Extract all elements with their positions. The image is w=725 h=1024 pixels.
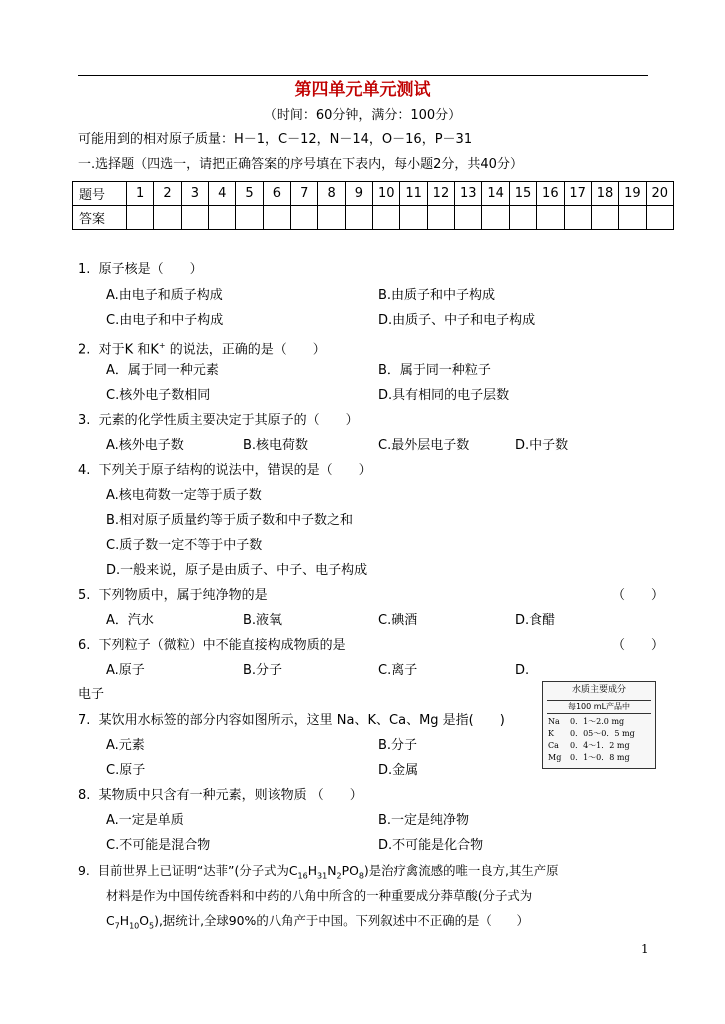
answer-cell[interactable] xyxy=(427,206,454,230)
option-c: C.最外层电子数 xyxy=(378,438,470,453)
q9-text: O xyxy=(139,913,150,928)
table-row-answers xyxy=(73,206,674,230)
question-number: 9. xyxy=(78,863,90,878)
option-d: D.金属 xyxy=(378,763,419,778)
atomic-masses-line: 可能用到的相对原子质量：H－1，C－12，N－14，O－16，P－31 xyxy=(78,132,473,147)
option-d: D.具有相同的电子层数 xyxy=(378,388,510,403)
element-symbol: Ca xyxy=(548,741,559,750)
question-stem: 下列关于原子结构的说法中，错误的是（ ） xyxy=(98,463,372,478)
table-cell-number: 14 xyxy=(482,182,509,206)
question-stem: 下列物质中，属于纯净物的是 xyxy=(98,588,268,603)
option-a: A．汽水 xyxy=(106,613,154,628)
answer-cell[interactable] xyxy=(537,206,564,230)
table-row-numbers xyxy=(73,182,674,206)
table-cell-number: 7 xyxy=(291,182,318,206)
option-b: B．属于同一种粒子 xyxy=(378,363,491,378)
answer-cell[interactable] xyxy=(564,206,591,230)
subscript: 7 xyxy=(114,921,120,931)
question-stem: 某物质中只含有一种元素，则该物质 （ ） xyxy=(98,788,363,803)
subscript: 16 xyxy=(297,871,308,881)
answer-cell[interactable] xyxy=(591,206,618,230)
option-c: C.质子数一定不等于中子数 xyxy=(106,538,263,553)
element-value: 0．1～0．8 mg xyxy=(570,753,630,762)
option-c: C.由电子和中子构成 xyxy=(106,313,224,328)
water-label-row xyxy=(548,729,651,739)
answer-paren: （ ） xyxy=(612,638,665,653)
question-stem: 下列粒子（微粒）中不能直接构成物质的是 xyxy=(98,638,346,653)
question-number: 7. xyxy=(78,713,91,728)
superscript-plus: + xyxy=(158,341,166,350)
page-subtitle: （时间：60分钟，满分：100分） xyxy=(263,108,462,123)
question-3 xyxy=(78,412,359,430)
question-number: 2. xyxy=(78,342,91,358)
option-b: B.相对原子质量约等于质子数和中子数之和 xyxy=(106,513,354,528)
question-5 xyxy=(78,587,268,605)
option-c: C.不可能是混合物 xyxy=(106,838,211,853)
table-cell-number: 15 xyxy=(509,182,536,206)
q9-text: C xyxy=(106,913,115,928)
option-d: D.由质子、中子和电子构成 xyxy=(378,313,536,328)
q9-text: )是治疗禽流感的唯一良方,其生产原 xyxy=(363,863,559,878)
question-7 xyxy=(78,712,505,730)
element-symbol: Mg xyxy=(548,753,562,762)
water-label-subtitle: 每100 mL产品中 xyxy=(547,700,651,714)
answer-cell[interactable] xyxy=(373,206,400,230)
answer-cell[interactable] xyxy=(646,206,673,230)
question-8 xyxy=(78,787,363,805)
question-9 xyxy=(78,862,559,885)
q9-text: PO xyxy=(341,863,359,878)
subscript: 10 xyxy=(129,921,140,931)
question-stem: 原子核是（ ） xyxy=(98,262,203,277)
answer-cell[interactable] xyxy=(345,206,372,230)
option-b: B.核电荷数 xyxy=(243,438,309,453)
answer-cell[interactable] xyxy=(455,206,482,230)
option-d: D.食醋 xyxy=(515,613,556,628)
answer-cell[interactable] xyxy=(318,206,345,230)
answer-cell[interactable] xyxy=(291,206,318,230)
table-cell-number: 11 xyxy=(400,182,427,206)
option-a: A.核电荷数一定等于质子数 xyxy=(106,488,262,503)
q9-line-3 xyxy=(106,912,529,935)
water-label-row xyxy=(548,741,651,751)
table-cell-number: 2 xyxy=(154,182,181,206)
answer-cell[interactable] xyxy=(181,206,208,230)
option-b: B.由质子和中子构成 xyxy=(378,288,496,303)
option-d: D. xyxy=(515,663,530,678)
option-d-wrap: 电子 xyxy=(78,687,105,702)
header-rule xyxy=(78,75,648,76)
table-cell-number: 16 xyxy=(537,182,564,206)
q9-text: H xyxy=(119,913,130,928)
option-c: C.核外电子数相同 xyxy=(106,388,211,403)
question-number: 4. xyxy=(78,463,91,478)
q9-text: H xyxy=(307,863,318,878)
table-cell-number: 1 xyxy=(127,182,154,206)
table-cell-number: 13 xyxy=(455,182,482,206)
answer-cell[interactable] xyxy=(263,206,290,230)
water-label-row xyxy=(548,717,651,727)
table-cell-number: 3 xyxy=(181,182,208,206)
answer-paren: （ ） xyxy=(612,588,665,603)
subscript: 31 xyxy=(317,871,328,881)
table-header-answer: 答案 xyxy=(73,206,127,230)
question-number: 3. xyxy=(78,413,91,428)
option-d: D.中子数 xyxy=(515,438,569,453)
option-a: A．属于同一种元素 xyxy=(106,363,219,378)
table-cell-number: 20 xyxy=(646,182,673,206)
table-header-number: 题号 xyxy=(73,182,127,206)
question-4 xyxy=(78,462,372,480)
q9-line-2: 材料是作为中国传统香料和中药的八角中所含的一种重要成分莽草酸(分子式为 xyxy=(106,888,533,903)
q9-text: 目前世界上已证明“达菲”(分子式为C xyxy=(97,863,298,878)
table-cell-number: 9 xyxy=(345,182,372,206)
question-number: 5. xyxy=(78,588,91,603)
q9-text: N xyxy=(327,863,337,878)
option-b: B.分子 xyxy=(243,663,283,678)
question-2 xyxy=(78,337,326,359)
option-a: A.一定是单质 xyxy=(106,813,184,828)
element-symbol: Na xyxy=(548,717,560,726)
answer-cell[interactable] xyxy=(209,206,236,230)
page-number: 1 xyxy=(641,942,649,956)
option-a: A.元素 xyxy=(106,738,145,753)
answer-cell[interactable] xyxy=(400,206,427,230)
page-title: 第四单元单元测试 xyxy=(294,80,431,100)
question-number: 6. xyxy=(78,638,91,653)
question-1 xyxy=(78,261,203,279)
table-cell-number: 10 xyxy=(373,182,400,206)
subscript: 2 xyxy=(336,871,342,881)
question-number: 1. xyxy=(78,262,91,277)
water-label-row xyxy=(548,753,651,763)
answer-cell[interactable] xyxy=(619,206,646,230)
answer-table xyxy=(72,181,674,230)
option-a: A.原子 xyxy=(106,663,145,678)
answer-cell[interactable] xyxy=(154,206,181,230)
answer-cell[interactable] xyxy=(509,206,536,230)
question-stem: 元素的化学性质主要决定于其原子的（ ） xyxy=(98,413,359,428)
question-6 xyxy=(78,637,346,655)
option-d: D.一般来说，原子是由质子、中子、电子构成 xyxy=(106,563,368,578)
option-b: B.液氧 xyxy=(243,613,283,628)
element-value: 0．1～2.0 mg xyxy=(570,717,625,726)
answer-cell[interactable] xyxy=(127,206,154,230)
table-cell-number: 12 xyxy=(427,182,454,206)
option-c: C.碘酒 xyxy=(378,613,418,628)
option-a: A.由电子和质子构成 xyxy=(106,288,223,303)
option-a: A.核外电子数 xyxy=(106,438,184,453)
option-d: D.不可能是化合物 xyxy=(378,838,484,853)
table-cell-number: 4 xyxy=(209,182,236,206)
element-value: 0．05～0．5 mg xyxy=(570,729,635,738)
table-cell-number: 18 xyxy=(591,182,618,206)
subscript: 8 xyxy=(358,871,364,881)
element-symbol: K xyxy=(548,729,554,738)
option-b: B.一定是纯净物 xyxy=(378,813,470,828)
answer-cell[interactable] xyxy=(482,206,509,230)
section-heading: 一.选择题（四选一，请把正确答案的序号填在下表内，每小题2分，共40分） xyxy=(78,157,523,172)
subscript: 5 xyxy=(149,921,155,931)
question-number: 8. xyxy=(78,788,91,803)
water-label-figure xyxy=(542,681,656,769)
table-cell-number: 6 xyxy=(263,182,290,206)
table-cell-number: 19 xyxy=(619,182,646,206)
option-b: B.分子 xyxy=(378,738,418,753)
option-c: C.原子 xyxy=(106,763,146,778)
question-stem-post: 的说法，正确的是（ ） xyxy=(165,342,326,358)
option-c: C.离子 xyxy=(378,663,418,678)
table-cell-number: 8 xyxy=(318,182,345,206)
answer-cell[interactable] xyxy=(236,206,263,230)
table-cell-number: 5 xyxy=(236,182,263,206)
water-label-title: 水质主要成分 xyxy=(571,685,626,695)
element-value: 0．4～1．2 mg xyxy=(570,741,630,750)
table-cell-number: 17 xyxy=(564,182,591,206)
q9-text: ),据统计,全球90%的八角产于中国。下列叙述中不正确的是（ ） xyxy=(154,913,529,928)
question-stem: 某饮用水标签的部分内容如图所示，这里 Na、K、Ca、Mg 是指( ) xyxy=(98,713,505,728)
question-stem-pre: 对于K 和K xyxy=(98,342,159,358)
